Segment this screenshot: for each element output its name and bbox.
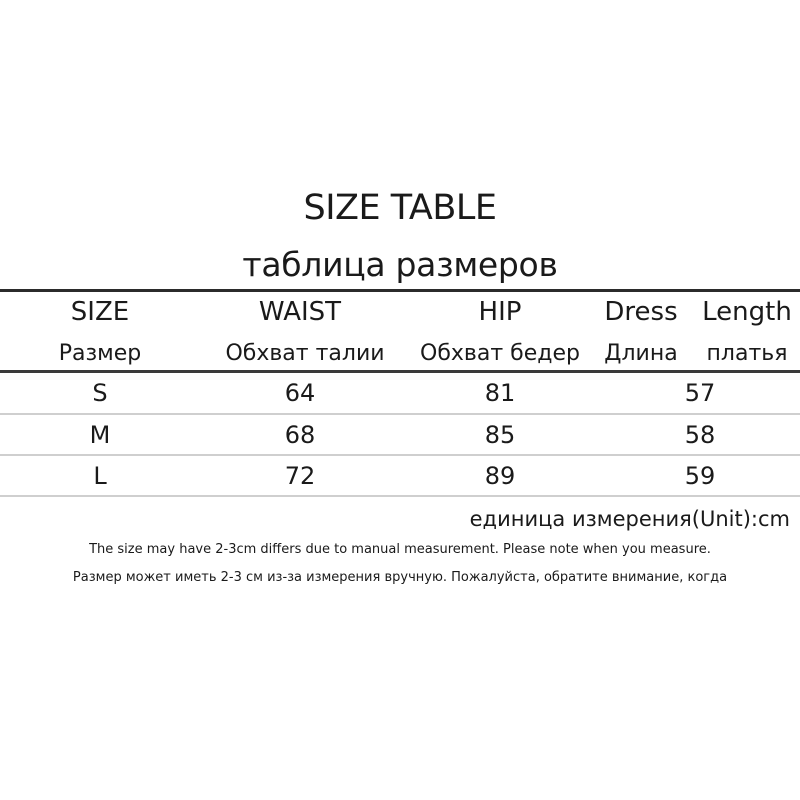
table-cell-size: L	[93, 462, 107, 490]
row-divider	[0, 454, 800, 456]
table-cell-length: 57	[684, 379, 716, 407]
table-cell-size: M	[89, 421, 111, 449]
header-size: SIZE	[70, 297, 130, 327]
table-bottom-border	[0, 495, 800, 497]
row-divider	[0, 413, 800, 415]
header-hip-ru: Обхват бедер	[420, 341, 580, 366]
header-waist-ru: Обхват талии	[225, 341, 385, 366]
header-hip: HIP	[478, 297, 522, 327]
measurement-note-ru: Размер может иметь 2-3 см из-за измерения вручную. Пожалуйста, обратите внимание, когда	[72, 570, 728, 585]
table-cell-waist: 64	[284, 379, 316, 407]
table-top-border	[0, 289, 800, 292]
header-size-ru: Размер	[58, 341, 142, 366]
header-waist: WAIST	[258, 297, 342, 327]
table-cell-waist: 68	[284, 421, 316, 449]
table-cell-hip: 81	[484, 379, 516, 407]
table-cell-length: 58	[684, 421, 716, 449]
measurement-note-en: The size may have 2-3cm differs due to manual measurement. Please note when you measure.	[89, 542, 711, 557]
header-bottom-border	[0, 370, 800, 373]
table-cell-hip: 89	[484, 462, 516, 490]
table-cell-hip: 85	[484, 421, 516, 449]
header-dress-ru: Длина	[604, 341, 678, 366]
table-cell-waist: 72	[284, 462, 316, 490]
header-length: Length	[702, 297, 792, 327]
table-title-russian: таблица размеров	[242, 245, 558, 284]
table-cell-length: 59	[684, 462, 716, 490]
header-length-ru: платья	[706, 341, 788, 366]
table-cell-size: S	[92, 379, 108, 407]
unit-note: единица измерения(Unit):cm	[469, 507, 790, 531]
header-dress: Dress	[604, 297, 678, 327]
table-title: SIZE TABLE	[303, 188, 497, 228]
